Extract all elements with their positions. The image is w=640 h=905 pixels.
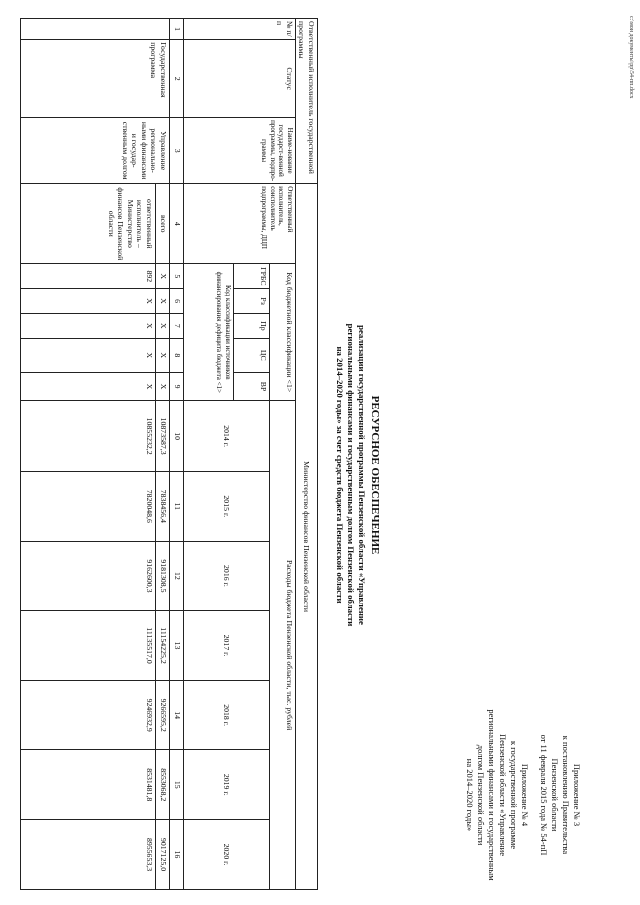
col-executor-header: Ответственный исполнитель, соисполнитель подпрограммы, ДЦП	[184, 184, 296, 264]
code-cell: 892	[21, 264, 156, 289]
value-cell: 11154225,2	[156, 611, 170, 681]
code-cell: Х	[156, 313, 170, 338]
column-number: 12	[170, 541, 184, 611]
column-number: 9	[170, 372, 184, 400]
document-title	[334, 150, 380, 800]
year-header: 2015 г.	[184, 472, 270, 542]
appendix-3-line: к постановлению Правительства	[561, 735, 571, 855]
value-cell: 11135517,0	[21, 611, 156, 681]
code-cell: Х	[21, 338, 156, 372]
appendix-4-line: Пензенской области «Управление	[498, 734, 508, 856]
value-cell: 8553068,2	[156, 750, 170, 820]
year-header: 2017 г.	[184, 611, 270, 681]
code-cell: Х	[156, 372, 170, 400]
document-title-line: региональными финансами и государственным долгом Пензенской области	[346, 323, 356, 627]
column-number: 5	[170, 264, 184, 289]
code-cell: Х	[156, 264, 170, 289]
file-path: c:\мои документы\рр\54-пп.docx	[628, 16, 634, 99]
responsible-header: Ответственный исполнитель государственной программы	[296, 19, 318, 184]
column-number: 15	[170, 750, 184, 820]
value-cell: 9246932,9	[21, 680, 156, 750]
col-name-header: Наиме-нование государст-венной программы, подпро-граммы	[184, 118, 296, 184]
code-cell: Х	[21, 372, 156, 400]
col-cs-header: ЦС	[234, 338, 270, 372]
col-budget-code-header: Код бюджетной классификации <1>	[270, 264, 296, 401]
column-number: 7	[170, 313, 184, 338]
header-row-1	[270, 19, 296, 890]
year-header: 2019 г.	[184, 750, 270, 820]
table-row	[156, 19, 170, 890]
column-number: 13	[170, 611, 184, 681]
column-number: 16	[170, 820, 184, 890]
appendix-3	[538, 700, 582, 890]
value-cell: 10873587,3	[156, 401, 170, 472]
value-cell: 7820048,6	[21, 472, 156, 542]
code-cell: Х	[156, 289, 170, 314]
col-deficit-code-header: Код классификации источников финансирования дефицита бюджета <1>	[184, 264, 234, 401]
row-executor: всего	[156, 184, 170, 264]
code-cell: Х	[21, 289, 156, 314]
col-status-header: Статус	[184, 40, 296, 118]
col-pr-header: Пр	[234, 313, 270, 338]
col-num-header: № п/п	[184, 19, 296, 40]
document-title-main: РЕСУРСНОЕ ОБЕСПЕЧЕНИЕ	[369, 395, 381, 555]
col-grbs-header: ГРБС	[234, 264, 270, 289]
appendix-4	[464, 700, 530, 890]
column-number: 14	[170, 680, 184, 750]
column-number: 10	[170, 401, 184, 472]
column-number: 1	[170, 19, 184, 40]
value-cell: 7838456,4	[156, 472, 170, 542]
row-status: Государственная программа	[21, 40, 170, 118]
year-header: 2020 г.	[184, 820, 270, 890]
document-title-line: реализации государственной программы Пензенской области «Управление	[357, 325, 367, 625]
column-number: 8	[170, 338, 184, 372]
appendix-3-line: Пензенской области	[550, 758, 560, 832]
value-cell: 9266595,2	[156, 680, 170, 750]
col-expenses-header: Расходы бюджета Пензенской области, тыс. рублей	[270, 401, 296, 890]
code-cell: Х	[156, 338, 170, 372]
code-cell: Х	[21, 313, 156, 338]
appendix-3-title: Приложение № 3	[572, 763, 582, 827]
value-cell: 8955653,3	[21, 820, 156, 890]
value-cell: 9181308,5	[156, 541, 170, 611]
resource-table	[20, 18, 318, 890]
value-cell: 10855232,2	[21, 401, 156, 472]
column-number: 2	[170, 40, 184, 118]
column-number: 11	[170, 472, 184, 542]
column-number: 6	[170, 289, 184, 314]
responsible-row	[296, 19, 318, 890]
appendix-4-line: к государственной программе	[509, 740, 519, 850]
column-number: 3	[170, 118, 184, 184]
year-header: 2014 г.	[184, 401, 270, 472]
row-name: Управление регионально-ными финансами и государ-ственным долгом	[21, 118, 170, 184]
row-executor: ответственный исполнитель – Министерство финансов Пензенской области	[21, 184, 156, 264]
responsible-value: Министерство финансов Пензенской области	[296, 184, 318, 890]
value-cell: 8531481,8	[21, 750, 156, 820]
column-number: 4	[170, 184, 184, 264]
document-title-line: на 2014–2020 годы» за счет средств бюджета Пензенской области	[335, 346, 345, 604]
appendix-4-line: на 2014–2020 годы»	[465, 758, 475, 832]
value-cell: 9162600,3	[21, 541, 156, 611]
col-vr-header: ВР	[234, 372, 270, 400]
year-header: 2018 г.	[184, 680, 270, 750]
appendix-4-line: долгом Пензенской области	[476, 744, 486, 846]
appendix-3-line: от 11 февраля 2015 года № 54-пП	[539, 734, 549, 856]
appendix-4-title: Приложение № 4	[520, 763, 530, 827]
column-numbers-row	[170, 19, 184, 890]
col-rz-header: Рз	[234, 289, 270, 314]
row-number-cell	[21, 19, 170, 40]
appendix-block	[456, 700, 582, 890]
appendix-4-line: региональными финансами и государственным	[487, 709, 497, 881]
year-header: 2016 г.	[184, 541, 270, 611]
value-cell: 9017125,0	[156, 820, 170, 890]
